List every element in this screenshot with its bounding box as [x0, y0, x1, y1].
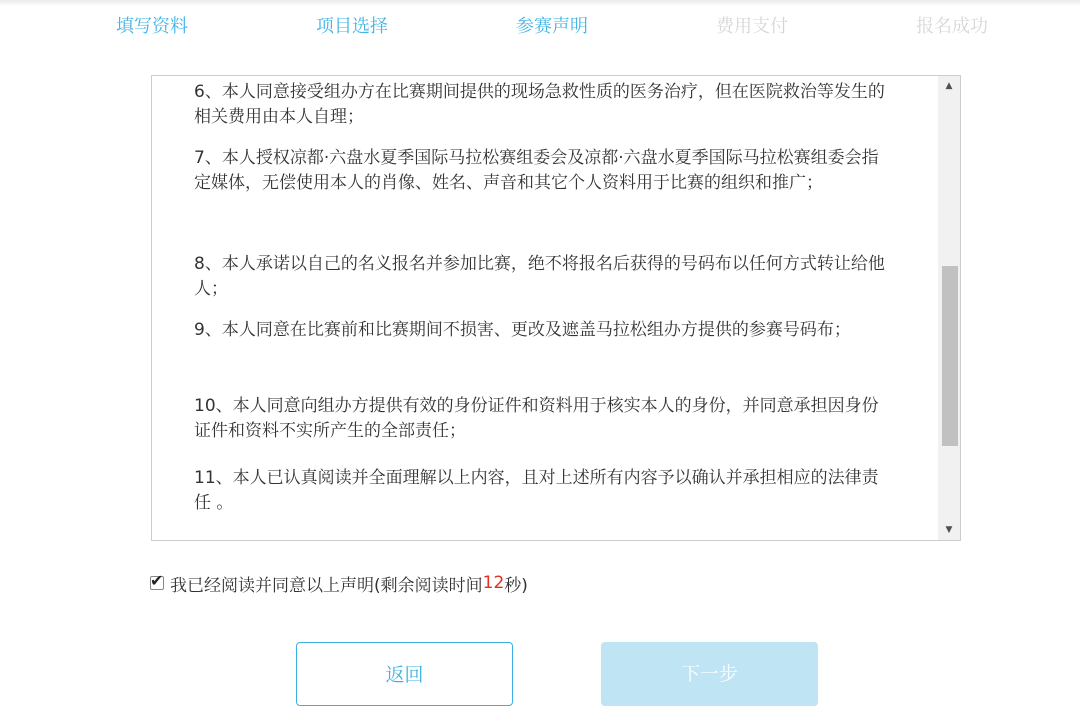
clause-8: 8、本人承诺以自己的名义报名并参加比赛，绝不将报名后获得的号码布以任何方式转让给他人； — [194, 254, 885, 299]
agreement-label: 我已经阅读并同意以上声明(剩余阅读时间 — [170, 575, 483, 596]
top-shadow — [0, 0, 1080, 6]
scrollbar[interactable] — [938, 76, 960, 540]
clause-7: 7、本人授权凉都·六盘水夏季国际马拉松赛组委会及凉都·六盘水夏季国际马拉松赛组委会指定媒体，无偿使用本人的肖像、姓名、声音和其它个人资料用于比赛的组织和推广； — [194, 148, 879, 193]
step-fill-info: 填写资料 — [116, 16, 188, 37]
agreement-row — [150, 570, 528, 596]
checkmark-icon: ✔ — [150, 571, 164, 590]
clause-10: 10、本人同意向组办方提供有效的身份证件和资料用于核实本人的身份，并同意承担因身份证件和资料不实所产生的全部责任； — [194, 396, 879, 441]
countdown-seconds: 12 — [482, 573, 505, 593]
declaration-scroll-box[interactable] — [151, 75, 961, 541]
clause-11: 11、本人已认真阅读并全面理解以上内容，且对上述所有内容予以确认并承担相应的法律责任 。 — [194, 468, 879, 513]
step-success: 报名成功 — [916, 16, 988, 37]
progress-steps — [0, 12, 1080, 42]
agree-checkbox[interactable] — [150, 571, 164, 590]
step-project-select: 项目选择 — [316, 16, 388, 37]
clause-9: 9、本人同意在比赛前和比赛期间不损害、更改及遮盖马拉松组办方提供的参赛号码布； — [194, 320, 851, 340]
step-payment: 费用支付 — [716, 16, 788, 37]
next-step-button[interactable]: 下一步 — [601, 642, 818, 706]
step-declaration: 参赛声明 — [516, 16, 588, 37]
agreement-label-suffix: 秒) — [504, 575, 528, 596]
scroll-up-icon[interactable]: ▲ — [945, 81, 953, 91]
scroll-down-icon[interactable]: ▼ — [945, 525, 953, 535]
clause-6: 6、本人同意接受组办方在比赛期间提供的现场急救性质的医务治疗，但在医院救治等发生的相关费用由本人自理； — [194, 82, 885, 127]
back-button[interactable]: 返回 — [296, 642, 513, 706]
scrollbar-thumb[interactable] — [942, 266, 958, 446]
